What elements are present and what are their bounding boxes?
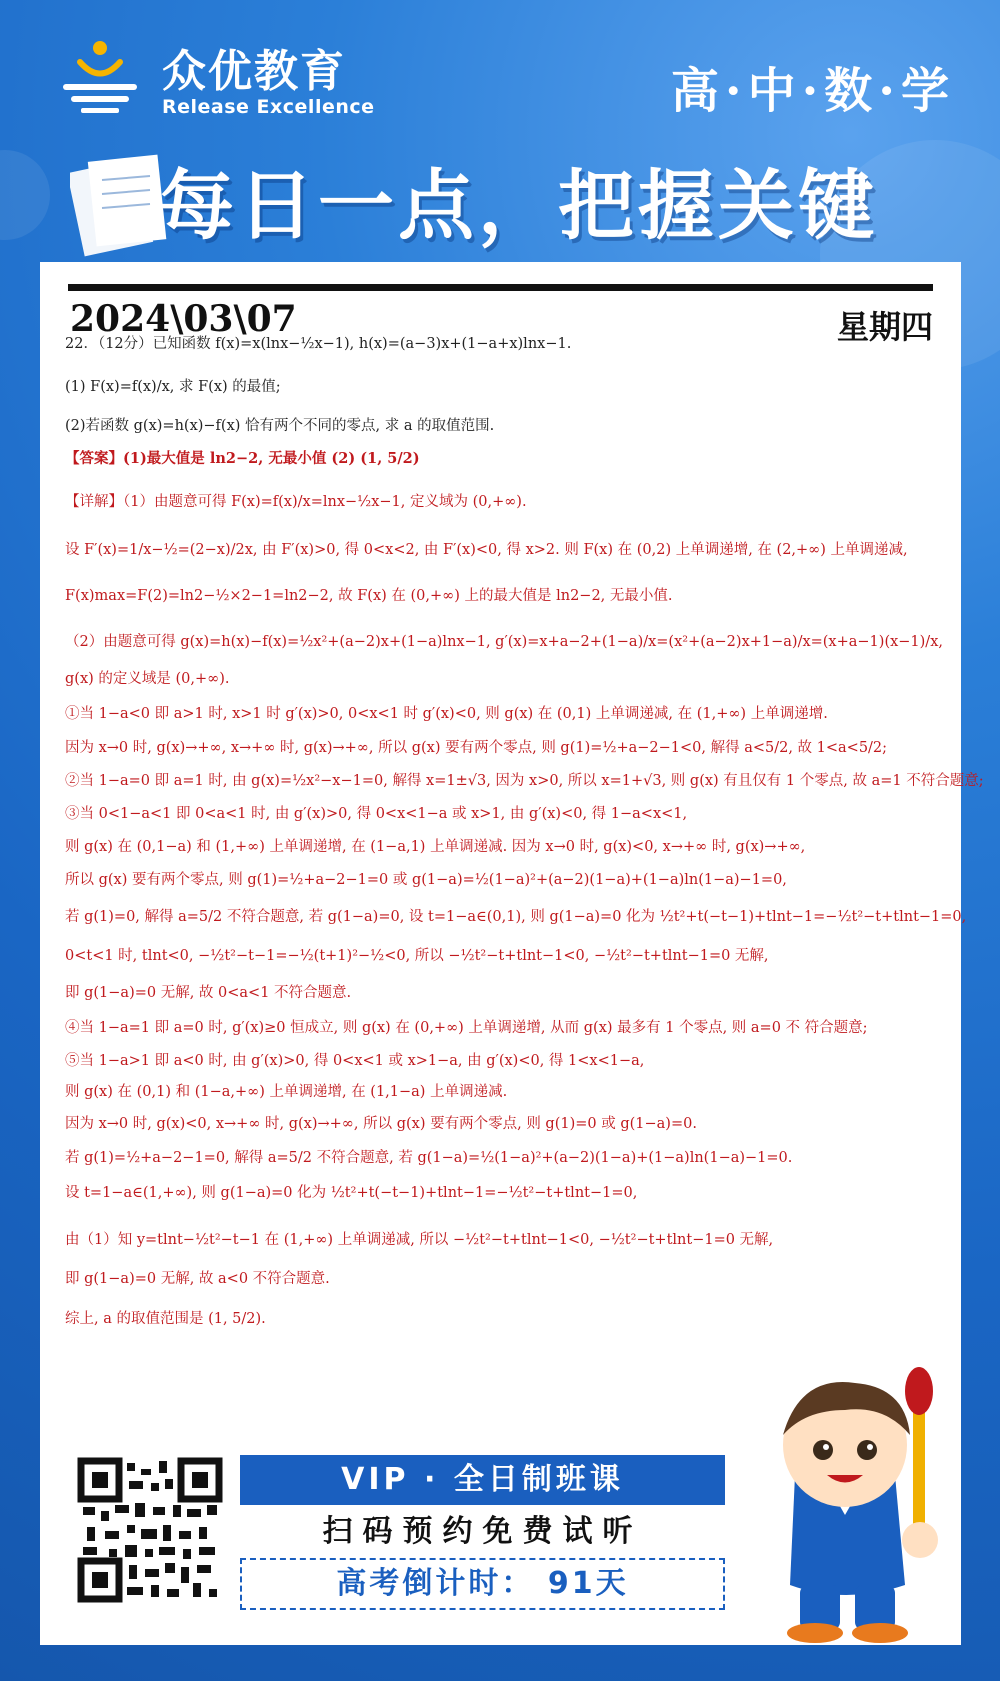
question-line: (1) F(x)=f(x)/x, 求 F(x) 的最值; — [65, 379, 281, 395]
brand — [162, 48, 375, 118]
date: 2024\03\07 — [70, 298, 297, 340]
solution-line: 因为 x→0 时, g(x)<0, x→+∞ 时, g(x)→+∞, 所以 g(x) 要有两个零点, 则 g(1)=0 或 g(1−a)=0. — [65, 1116, 697, 1132]
brand-name: 众优教育 — [162, 46, 346, 97]
header — [0, 0, 1000, 270]
solution-line: （2）由题意可得 g(x)=h(x)−f(x)=½x²+(a−2)x+(1−a)lnx−1, g′(x)=x+a−2+(1−a)/x=(x²+(a−2)x+1−a)/x=(x+a−1)(x−1)/x, — [65, 634, 943, 650]
subject-title: 高·中·数·学 — [670, 63, 955, 119]
solution-line: g(x) 的定义域是 (0,+∞). — [65, 671, 230, 687]
solution-line: 若 g(1)=0, 解得 a=5/2 不符合题意, 若 g(1−a)=0, 设 t=1−a∈(0,1), 则 g(1−a)=0 化为 ½t²+t(−t−1)+tlnt−1=−½t²−t+tlnt−1=0, — [65, 909, 967, 925]
mascot-icon — [745, 1365, 960, 1645]
solution-line: 由（1）知 y=tlnt−½t²−t−1 在 (1,+∞) 上单调递减, 所以 −½t²−t+tlnt−1<0, −½t²−t+tlnt−1=0 无解, — [65, 1232, 774, 1248]
solution-line: ④当 1−a=1 即 a=0 时, g′(x)≥0 恒成立, 则 g(x) 在 (0,+∞) 上单调递增, 从而 g(x) 最多有 1 个零点, 则 a=0 不 符合题意; — [65, 1020, 868, 1036]
weekday: 星期四 — [836, 308, 933, 346]
brand-tagline: Release Excellence — [162, 96, 375, 118]
question-line: 22．（12分）已知函数 f(x)=x(lnx−½x−1), h(x)=(a−3)x+(1−a+x)lnx−1. — [65, 336, 572, 352]
answer-line: 【答案】(1)最大值是 ln2−2, 无最小值 (2) (1, 5/2) — [65, 450, 420, 467]
solution-line: 所以 g(x) 要有两个零点, 则 g(1)=½+a−2−1=0 或 g(1−a)=½(1−a)²+(a−2)(1−a)+(1−a)ln(1−a)−1=0, — [65, 872, 787, 888]
solution-line: ②当 1−a=0 即 a=1 时, 由 g(x)=½x²−x−1=0, 解得 x=1±√3, 因为 x>0, 所以 x=1+√3, 则 g(x) 有且仅有 1 个零点, 故 a=1 不符合题意; — [65, 773, 984, 789]
solution-line: 设 t=1−a∈(1,+∞), 则 g(1−a)=0 化为 ½t²+t(−t−1)+tlnt−1=−½t²−t+tlnt−1=0, — [65, 1185, 638, 1201]
solution-line: 【详解】（1）由题意可得 F(x)=f(x)/x=lnx−½x−1, 定义域为 (0,+∞). — [65, 494, 527, 510]
scan-cta: 扫码预约免费试听 — [322, 1514, 643, 1549]
solution-line: ③当 0<1−a<1 即 0<a<1 时, 由 g′(x)>0, 得 0<x<1−a 或 x>1, 由 g′(x)<0, 得 1−a<x<1, — [65, 806, 688, 822]
solution-line: 则 g(x) 在 (0,1) 和 (1−a,+∞) 上单调递增, 在 (1,1−a) 上单调递减. — [65, 1084, 508, 1100]
question-line: (2)若函数 g(x)=h(x)−f(x) 恰有两个不同的零点, 求 a 的取值范围. — [65, 418, 495, 434]
solution-line: 设 F′(x)=1/x−½=(2−x)/2x, 由 F′(x)>0, 得 0<x<2, 由 F′(x)<0, 得 x>2. 则 F(x) 在 (0,2) 上单调递增, 在 (2,+∞) 上单调递减, — [65, 542, 908, 558]
brand-logo-icon — [55, 40, 145, 115]
solution-line: ①当 1−a<0 即 a>1 时, x>1 时 g′(x)>0, 0<x<1 时 g′(x)<0, 则 g(x) 在 (0,1) 上单调递减, 在 (1,+∞) 上单调递增. — [65, 706, 828, 722]
solution-line: 0<t<1 时, tlnt<0, −½t²−t−1=−½(t+1)²−½<0, 所以 −½t²−t+tlnt−1<0, −½t²−t+tlnt−1=0 无解, — [65, 948, 769, 964]
solution-line: 综上, a 的取值范围是 (1, 5/2). — [65, 1311, 266, 1327]
solution-line: 因为 x→0 时, g(x)→+∞, x→+∞ 时, g(x)→+∞, 所以 g(x) 要有两个零点, 则 g(1)=½+a−2−1<0, 解得 a<5/2, 故 1<a<5/2; — [65, 740, 888, 756]
slogan: 每日一点，把握关键 — [158, 161, 878, 250]
vip-banner: VIP · 全日制班课 — [240, 1455, 725, 1505]
solution-line: 若 g(1)=½+a−2−1=0, 解得 a=5/2 不符合题意, 若 g(1−a)=½(1−a)²+(a−2)(1−a)+(1−a)ln(1−a)−1=0. — [65, 1150, 793, 1166]
solution-line: 则 g(x) 在 (0,1−a) 和 (1,+∞) 上单调递增, 在 (1−a,1) 上单调递减. 因为 x→0 时, g(x)<0, x→+∞ 时, g(x)→+∞, — [65, 839, 806, 855]
solution-line: 即 g(1−a)=0 无解, 故 0<a<1 不符合题意. — [65, 985, 352, 1001]
exam-countdown: 高考倒计时： 91天 — [240, 1558, 725, 1610]
solution-line: F(x)max=F(2)=ln2−½×2−1=ln2−2, 故 F(x) 在 (0,+∞) 上的最大值是 ln2−2, 无最小值. — [65, 588, 673, 604]
qr-code-icon[interactable] — [75, 1455, 225, 1605]
solution-line: 即 g(1−a)=0 无解, 故 a<0 不符合题意. — [65, 1271, 330, 1287]
divider — [68, 284, 933, 291]
paper-icon — [70, 150, 170, 260]
solution-line: ⑤当 1−a>1 即 a<0 时, 由 g′(x)>0, 得 0<x<1 或 x>1−a, 由 g′(x)<0, 得 1<x<1−a, — [65, 1053, 645, 1069]
